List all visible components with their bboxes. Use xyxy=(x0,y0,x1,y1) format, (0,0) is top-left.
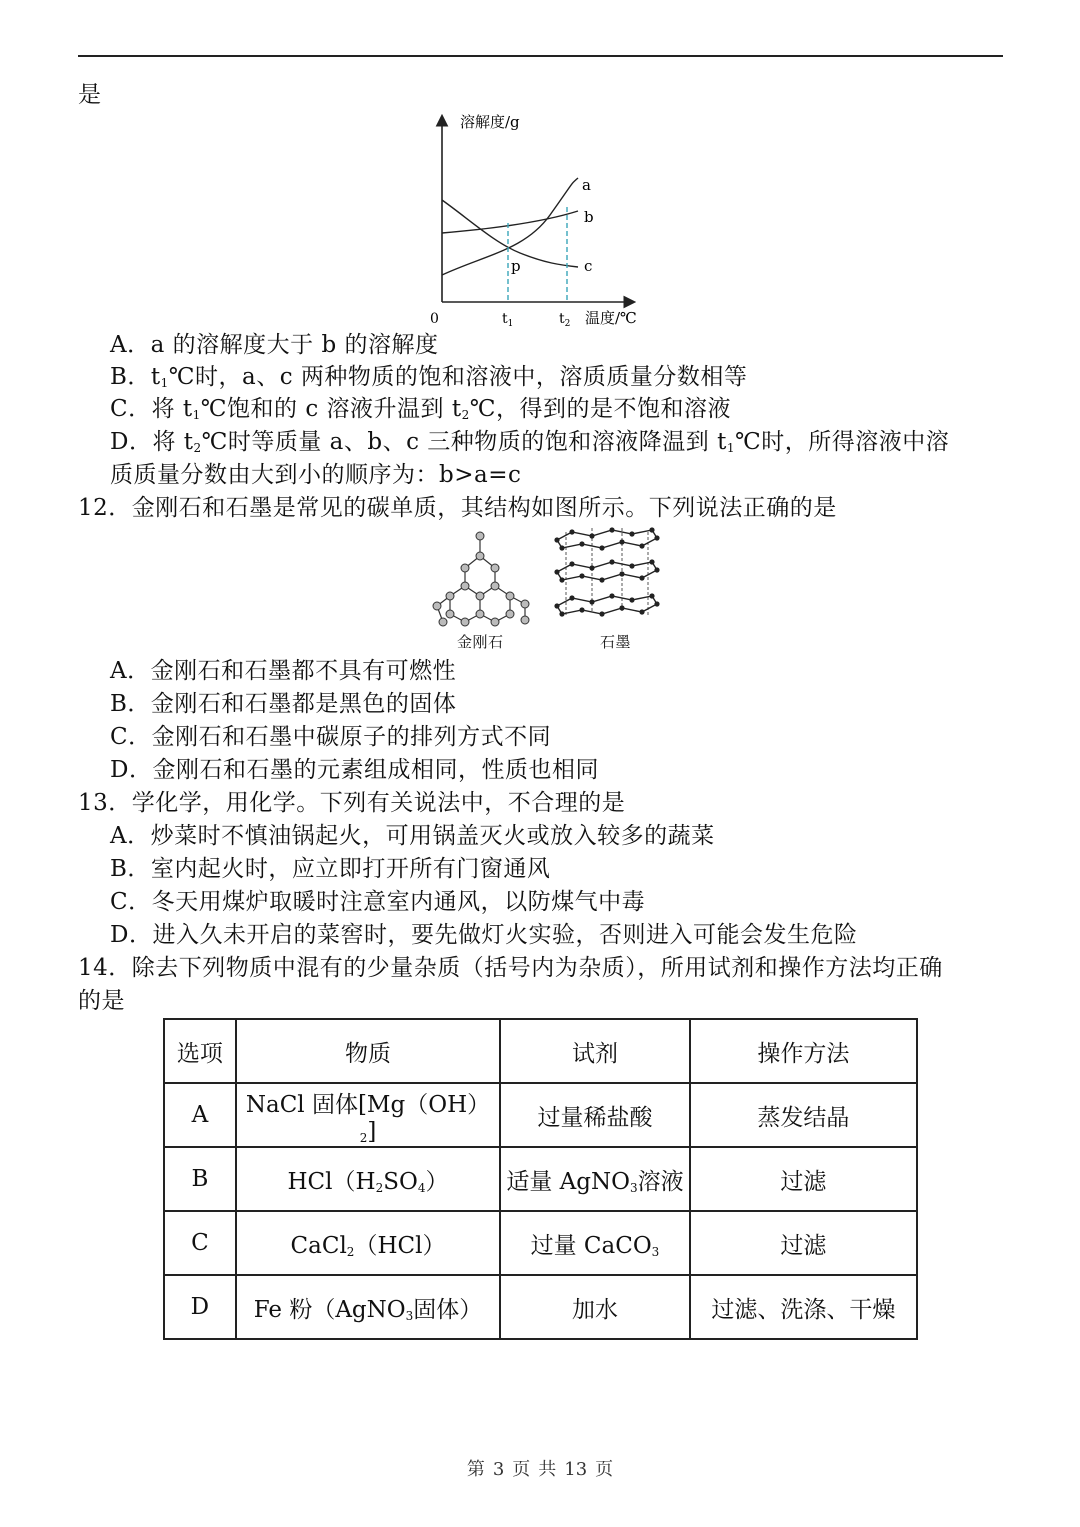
row-a-method: 蒸发结晶 xyxy=(690,1083,917,1147)
diamond-structure-figure xyxy=(425,528,550,628)
y-axis-label: 溶解度/g xyxy=(460,113,520,131)
q14-table xyxy=(163,1018,918,1340)
table-header-row xyxy=(164,1019,917,1083)
graphite-structure-figure xyxy=(552,522,662,627)
q11-option-b: B．$t_1℃$时，a、c 两种物质的饱和溶液中，溶质质量分数相等 xyxy=(110,364,748,390)
solubility-curve-chart xyxy=(400,105,660,330)
q11-continuation: 是 xyxy=(78,82,102,108)
row-a-reagent: 过量稀盐酸 xyxy=(500,1083,690,1147)
page-footer: 第 3 页 共 13 页 xyxy=(466,1459,614,1480)
row-c-method: 过滤 xyxy=(690,1211,917,1275)
row-b-option: B xyxy=(164,1147,236,1211)
q14-stem-line2: 的是 xyxy=(78,988,125,1014)
header-substance: 物质 xyxy=(236,1019,500,1083)
row-c-reagent: 过量 CaCO$_3$ xyxy=(500,1211,690,1275)
table-row xyxy=(164,1083,917,1147)
q13-stem: 13．学化学，用化学。下列有关说法中，不合理的是 xyxy=(78,790,626,816)
curve-a-line xyxy=(442,178,578,275)
row-b-reagent: 适量 AgNO$_3$溶液 xyxy=(500,1147,690,1211)
origin-label: 0 xyxy=(430,311,439,327)
row-c-substance: CaCl$_2$（HCl） xyxy=(236,1211,500,1275)
q13-option-d: D．进入久未开启的菜窖时，要先做灯火实验，否则进入可能会发生危险 xyxy=(110,922,858,948)
row-d-substance: Fe 粉（AgNO$_3$固体） xyxy=(236,1275,500,1339)
q11-option-d-line2: 质质量分数由大到小的顺序为：b>a=c xyxy=(110,462,522,488)
q13-option-c: C．冬天用煤炉取暖时注意室内通风，以防煤气中毒 xyxy=(110,889,646,915)
q13-option-a: A．炒菜时不慎油锅起火，可用锅盖灭火或放入较多的蔬菜 xyxy=(110,823,715,849)
curve-c-line xyxy=(442,200,578,267)
q14-stem-line1: 14．除去下列物质中混有的少量杂质（括号内为杂质），所用试剂和操作方法均正确 xyxy=(78,955,943,981)
row-b-method: 过滤 xyxy=(690,1147,917,1211)
row-a-substance: NaCl 固体$[Mg(OH)_2]$ xyxy=(236,1083,500,1147)
q12-option-a: A．金刚石和石墨都不具有可燃性 xyxy=(110,658,457,684)
header-reagent: 试剂 xyxy=(500,1019,690,1083)
q12-option-c: C．金刚石和石墨中碳原子的排列方式不同 xyxy=(110,724,552,750)
q11-option-c: C．将 $t_1℃$饱和的 c 溶液升温到 $t_2℃$，得到的是不饱和溶液 xyxy=(110,396,731,422)
point-p-label: p xyxy=(511,257,521,275)
top-rule xyxy=(78,55,1003,57)
total-pages: 13 xyxy=(564,1459,588,1480)
row-c-option: C xyxy=(164,1211,236,1275)
q12-stem: 12．金刚石和石墨是常见的碳单质，其结构如图所示。下列说法正确的是 xyxy=(78,495,837,521)
q11-option-a: A．a 的溶解度大于 b 的溶解度 xyxy=(110,332,439,358)
q11-option-d-line1: D．将 $t_2℃$时等质量 a、b、c 三种物质的饱和溶液降温到 $t_1℃$时，所得溶液中溶 xyxy=(110,429,950,455)
curve-b-line xyxy=(442,211,578,233)
q12-option-d: D．金刚石和石墨的元素组成相同，性质也相同 xyxy=(110,757,599,783)
header-option: 选项 xyxy=(164,1019,236,1083)
header-method: 操作方法 xyxy=(690,1019,917,1083)
page-number: 3 xyxy=(492,1459,505,1480)
table-row xyxy=(164,1275,917,1339)
q12-option-b: B．金刚石和石墨都是黑色的固体 xyxy=(110,691,457,717)
t1-label: $t_1$ xyxy=(502,311,514,329)
diamond-label: 金刚石 xyxy=(457,633,504,651)
curve-c-label: c xyxy=(584,257,593,275)
row-d-option: D xyxy=(164,1275,236,1339)
graphite-label: 石墨 xyxy=(600,633,632,651)
table-row xyxy=(164,1147,917,1211)
x-axis-label: 温度/℃ xyxy=(585,309,637,327)
row-a-option: A xyxy=(164,1083,236,1147)
curve-a-label: a xyxy=(582,176,591,194)
table-row xyxy=(164,1211,917,1275)
row-b-substance: $HCl(H_2SO_4)$ xyxy=(236,1147,500,1211)
t2-label: $t_2$ xyxy=(559,311,571,329)
q13-option-b: B．室内起火时，应立即打开所有门窗通风 xyxy=(110,856,551,882)
row-d-reagent: 加水 xyxy=(500,1275,690,1339)
row-d-method: 过滤、洗涤、干燥 xyxy=(690,1275,917,1339)
curve-b-label: b xyxy=(584,208,594,226)
